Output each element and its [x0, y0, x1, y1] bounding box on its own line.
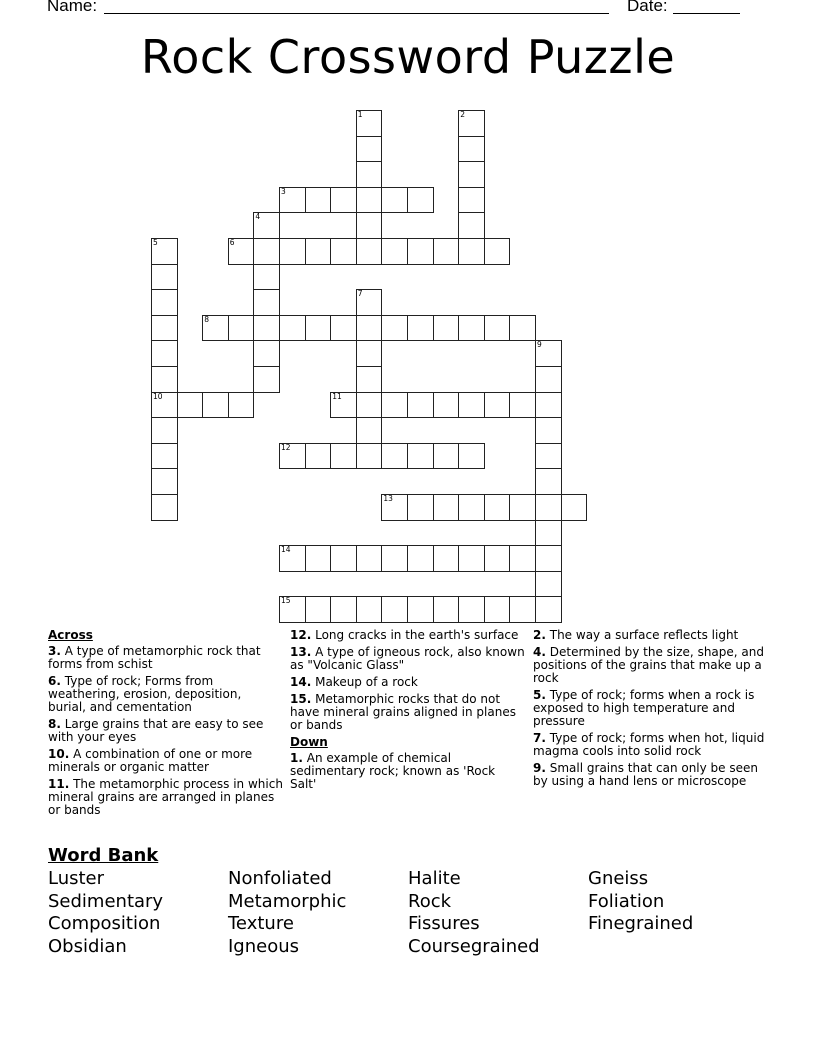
crossword-cell[interactable]	[330, 238, 357, 265]
page-title: Rock Crossword Puzzle	[140, 30, 676, 84]
crossword-cell[interactable]	[151, 340, 178, 367]
word-bank-item: Sedimentary	[48, 890, 164, 912]
crossword-cell[interactable]	[356, 187, 383, 214]
cell-number: 3	[281, 186, 286, 196]
crossword-cell[interactable]	[305, 545, 332, 572]
crossword-cell[interactable]	[356, 238, 383, 265]
crossword-cell[interactable]	[151, 494, 178, 521]
crossword-cell[interactable]	[535, 340, 562, 367]
crossword-cell[interactable]	[253, 340, 280, 367]
clue-number: 9.	[533, 761, 546, 775]
crossword-cell[interactable]	[356, 136, 383, 163]
crossword-cell[interactable]	[381, 238, 408, 265]
crossword-cell[interactable]	[305, 187, 332, 214]
crossword-cell[interactable]	[356, 545, 383, 572]
crossword-cell[interactable]	[407, 443, 434, 470]
clue-down-1	[290, 752, 525, 791]
clue-number: 15.	[290, 692, 312, 706]
clue-text: A combination of one or more minerals or organic matter	[48, 747, 253, 774]
crossword-cell[interactable]	[484, 545, 511, 572]
crossword-cell[interactable]	[458, 161, 485, 188]
crossword-cell[interactable]	[202, 315, 229, 342]
crossword-cell[interactable]	[433, 315, 460, 342]
cell-number: 10	[153, 391, 163, 401]
clue-text: Determined by the size, shape, and positions of the grains that make up a rock	[533, 645, 764, 685]
crossword-cell[interactable]	[330, 545, 357, 572]
crossword-cell[interactable]	[330, 443, 357, 470]
clue-text: Type of rock; Forms from weathering, erosion, deposition, burial, and cementation	[48, 674, 242, 714]
clue-text: Large grains that are easy to see with your eyes	[48, 717, 264, 744]
clue-number: 6.	[48, 674, 61, 688]
clue-across-10	[48, 748, 283, 774]
crossword-cell[interactable]	[151, 289, 178, 316]
cell-number: 2	[460, 110, 465, 119]
word-bank-item: Coursegrained	[408, 936, 540, 958]
clue-number: 3.	[48, 644, 61, 658]
crossword-cell[interactable]	[381, 187, 408, 214]
clue-number: 2.	[533, 628, 546, 642]
clue-text: The way a surface reflects light	[549, 628, 739, 642]
crossword-cell[interactable]	[330, 187, 357, 214]
cell-number: 9	[537, 340, 542, 350]
word-bank-item: Finegrained	[588, 913, 694, 935]
crossword-cell[interactable]	[356, 443, 383, 470]
crossword-cell[interactable]	[433, 494, 460, 521]
crossword-cell[interactable]	[381, 315, 408, 342]
clue-number: 13.	[290, 645, 312, 659]
crossword-cell[interactable]	[151, 417, 178, 444]
crossword-cell[interactable]	[407, 238, 434, 265]
crossword-cell[interactable]	[458, 545, 485, 572]
cell-number: 11	[332, 391, 342, 401]
clue-down-7	[533, 732, 773, 758]
clue-number: 4.	[533, 645, 546, 659]
crossword-cell[interactable]	[151, 468, 178, 495]
crossword-cell[interactable]	[458, 110, 485, 137]
word-bank-item: Gneiss	[588, 868, 649, 889]
crossword-cell[interactable]	[253, 212, 280, 239]
crossword-cell[interactable]	[484, 392, 511, 419]
crossword-cell[interactable]	[356, 110, 383, 137]
crossword-cell[interactable]	[458, 392, 485, 419]
across-heading: Across	[48, 628, 93, 642]
cell-number: 7	[357, 289, 363, 299]
crossword-cell[interactable]	[509, 494, 536, 521]
crossword-cell[interactable]	[356, 212, 383, 239]
clue-text: A type of igneous rock, also known as "Volcanic Glass"	[290, 645, 525, 672]
crossword-cell[interactable]	[535, 417, 562, 444]
clue-across-12	[290, 629, 525, 642]
crossword-cell[interactable]	[407, 392, 434, 419]
crossword-cell[interactable]	[305, 238, 332, 265]
crossword-cell[interactable]	[228, 238, 255, 265]
crossword-cell[interactable]	[330, 596, 357, 623]
crossword-cell[interactable]	[279, 596, 306, 623]
crossword-cell[interactable]	[356, 392, 383, 419]
crossword-cell[interactable]	[509, 315, 536, 342]
crossword-cell[interactable]	[381, 392, 408, 419]
word-bank-item: Luster	[48, 868, 105, 889]
clue-down-9	[533, 762, 773, 788]
crossword-cell[interactable]	[535, 392, 562, 419]
word-bank-item: Rock	[408, 890, 452, 912]
crossword-cell[interactable]	[458, 596, 485, 623]
crossword-cell[interactable]	[279, 187, 306, 214]
clue-text: Metamorphic rocks that do not have mineral grains aligned in planes or bands	[290, 692, 516, 732]
clue-number: 12.	[290, 628, 312, 642]
crossword-cell[interactable]	[381, 596, 408, 623]
crossword-cell[interactable]	[151, 443, 178, 470]
crossword-cell[interactable]	[356, 161, 383, 188]
crossword-cell[interactable]	[151, 366, 178, 393]
crossword-cell[interactable]	[484, 315, 511, 342]
crossword-cell[interactable]	[458, 212, 485, 239]
word-bank-item: Nonfoliated	[228, 868, 332, 889]
crossword-cell[interactable]	[202, 392, 229, 419]
crossword-cell[interactable]	[151, 264, 178, 291]
crossword-cell[interactable]	[535, 494, 562, 521]
clues-column-2	[290, 629, 525, 795]
crossword-cell[interactable]	[535, 468, 562, 495]
clue-down-4	[533, 646, 773, 685]
crossword-cell[interactable]	[458, 315, 485, 342]
crossword-cell[interactable]	[305, 315, 332, 342]
crossword-cell[interactable]	[433, 596, 460, 623]
crossword-cell[interactable]	[407, 494, 434, 521]
crossword-cell[interactable]	[381, 443, 408, 470]
cell-number: 13	[383, 494, 393, 503]
clue-across-8	[48, 718, 283, 744]
crossword-cell[interactable]	[151, 238, 178, 265]
crossword-cell[interactable]	[356, 315, 383, 342]
clue-across-13	[290, 646, 525, 672]
crossword-cell[interactable]	[458, 494, 485, 521]
crossword-cell[interactable]	[535, 520, 562, 547]
clues-column-1	[48, 629, 283, 821]
crossword-cell[interactable]	[151, 392, 178, 419]
crossword-cell[interactable]	[484, 596, 511, 623]
clue-number: 5.	[533, 688, 546, 702]
clue-across-11	[48, 778, 283, 817]
clue-across-6	[48, 675, 283, 714]
crossword-cell[interactable]	[484, 238, 511, 265]
clue-text: An example of chemical sedimentary rock; known as 'Rock Salt'	[290, 751, 496, 791]
clue-across-15	[290, 693, 525, 732]
word-bank-item: Igneous	[228, 936, 300, 958]
word-bank-item: Halite	[408, 868, 461, 889]
cell-number: 8	[204, 314, 209, 324]
clue-text: A type of metamorphic rock that forms from schist	[48, 644, 261, 671]
crossword-cell[interactable]	[356, 596, 383, 623]
crossword-cell[interactable]	[458, 136, 485, 163]
cell-number: 12	[281, 442, 291, 452]
crossword-cell[interactable]	[535, 443, 562, 470]
crossword-cell[interactable]	[433, 443, 460, 470]
clues-column-3	[533, 629, 773, 792]
clue-number: 1.	[290, 751, 303, 765]
crossword-cell[interactable]	[151, 315, 178, 342]
clue-number: 10.	[48, 747, 70, 761]
crossword-cell[interactable]	[356, 340, 383, 367]
word-bank	[48, 845, 788, 959]
clue-text: Small grains that can only be seen by using a hand lens or microscope	[533, 761, 758, 788]
crossword-cell[interactable]	[381, 494, 408, 521]
cell-number: 4	[255, 212, 261, 222]
clue-text: Long cracks in the earth's surface	[315, 628, 519, 642]
clue-number: 14.	[290, 675, 312, 689]
crossword-cell[interactable]	[433, 392, 460, 419]
crossword-cell[interactable]	[279, 443, 306, 470]
cell-number: 1	[357, 110, 363, 119]
crossword-cell[interactable]	[509, 545, 536, 572]
crossword-cell[interactable]	[330, 315, 357, 342]
crossword-cell[interactable]	[407, 315, 434, 342]
clue-text: Type of rock; forms when a rock is exposed to high temperature and pressure	[533, 688, 755, 728]
word-bank-item: Obsidian	[48, 936, 127, 958]
crossword-cell[interactable]	[279, 545, 306, 572]
word-bank-item: Metamorphic	[228, 890, 347, 912]
clue-across-14	[290, 676, 525, 689]
crossword-cell[interactable]	[458, 238, 485, 265]
crossword-cell[interactable]	[253, 238, 280, 265]
crossword-cell[interactable]	[356, 417, 383, 444]
down-heading: Down	[290, 735, 328, 749]
cell-number: 14	[281, 545, 291, 555]
date-label: Date:	[627, 0, 668, 15]
crossword-cell[interactable]	[535, 545, 562, 572]
clue-text: Type of rock; forms when hot, liquid magma cools into solid rock	[533, 731, 765, 758]
clue-down-5	[533, 689, 773, 728]
clue-down-2	[533, 629, 773, 642]
crossword-cell[interactable]	[228, 392, 255, 419]
crossword-cell[interactable]	[253, 315, 280, 342]
crossword-cell[interactable]	[253, 289, 280, 316]
cell-number: 15	[281, 596, 291, 606]
name-label: Name:	[47, 0, 98, 15]
word-bank-item: Texture	[228, 913, 294, 935]
crossword-cell[interactable]	[356, 366, 383, 393]
word-bank-item: Composition	[48, 913, 161, 935]
clue-number: 8.	[48, 717, 61, 731]
crossword-cell[interactable]	[433, 238, 460, 265]
word-bank-list	[48, 868, 788, 959]
crossword-cell[interactable]	[535, 596, 562, 623]
crossword-cell[interactable]	[458, 443, 485, 470]
clue-across-3	[48, 645, 283, 671]
clue-number: 11.	[48, 777, 70, 791]
crossword-cell[interactable]	[407, 545, 434, 572]
crossword-cell[interactable]	[458, 187, 485, 214]
crossword-cell[interactable]	[509, 596, 536, 623]
clue-text: Makeup of a rock	[315, 675, 418, 689]
word-bank-item: Foliation	[588, 890, 665, 912]
crossword-cell[interactable]	[253, 264, 280, 291]
crossword-cell[interactable]	[253, 366, 280, 393]
crossword-cell[interactable]	[279, 238, 306, 265]
word-bank-item: Fissures	[408, 913, 480, 935]
crossword-cell[interactable]	[484, 494, 511, 521]
crossword-cell[interactable]	[407, 187, 434, 214]
word-bank-title: Word Bank	[48, 845, 159, 866]
clue-number: 7.	[533, 731, 546, 745]
crossword-cell[interactable]	[407, 596, 434, 623]
crossword-cell[interactable]	[381, 545, 408, 572]
crossword-cell[interactable]	[509, 392, 536, 419]
crossword-cell[interactable]	[177, 392, 204, 419]
crossword-cell[interactable]	[561, 494, 588, 521]
cell-number: 6	[229, 238, 235, 247]
crossword-cell[interactable]	[305, 443, 332, 470]
crossword-cell[interactable]	[535, 366, 562, 393]
crossword-cell[interactable]	[330, 392, 357, 419]
crossword-cell[interactable]	[356, 289, 383, 316]
crossword-cell[interactable]	[535, 571, 562, 598]
cell-number: 5	[153, 238, 158, 247]
crossword-cell[interactable]	[305, 596, 332, 623]
crossword-cell[interactable]	[433, 545, 460, 572]
clue-text: The metamorphic process in which mineral grains are arranged in planes or bands	[48, 777, 283, 817]
crossword-cell[interactable]	[228, 315, 255, 342]
crossword-cell[interactable]	[279, 315, 306, 342]
